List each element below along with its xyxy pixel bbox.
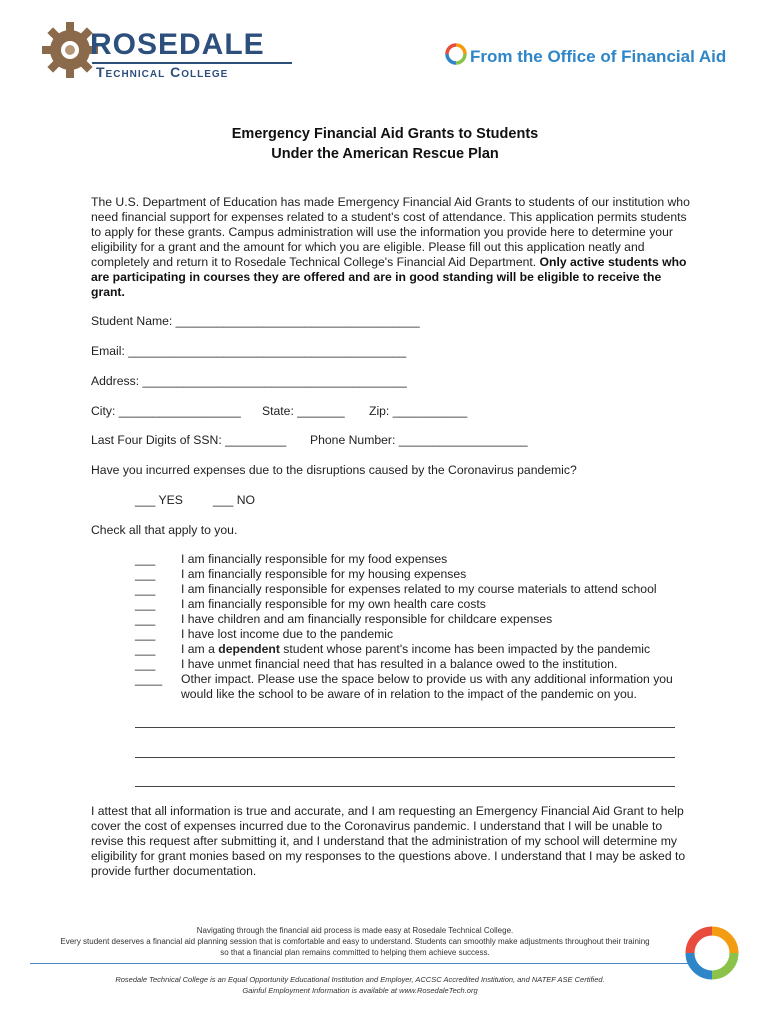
zip-field[interactable]: Zip: ___________ <box>369 404 468 418</box>
college-name: ROSEDALE <box>90 28 265 61</box>
swirl-logo-icon <box>443 41 469 67</box>
yes-option[interactable]: ___ YES <box>135 493 183 507</box>
intro-text: The U.S. Department of Education has made Emergency Financial Aid Grants to students of our institution who need financial support for expenses related to a student's cost of attendance. This application permits students to apply for these grants. Campus administration will use the information you provide here to determine your eligibility for a grant and the amount for which you are eligible. Please fill out this application neatly and completely and return it to Rosedale Technical College's Financial Aid Department. <box>91 195 690 269</box>
checklist-label: I am financially responsible for my housing expenses <box>181 567 467 581</box>
checklist-label: I am financially responsible for expenses related to my course materials to attend school <box>181 582 657 596</box>
list-item[interactable] <box>135 552 695 567</box>
no-option[interactable]: ___ NO <box>213 493 256 507</box>
checklist-heading: Check all that apply to you. <box>91 523 238 537</box>
writein-line-1[interactable] <box>135 727 675 728</box>
list-item[interactable] <box>135 657 695 672</box>
attestation-paragraph: I attest that all information is true and accurate, and I am requesting an Emergency Financial Aid Grant to help cover the cost of expenses incurred due to the Coronavirus pandemic. I understand that I will be unable to revise this request after submitting it, and I understand that the administration of my school will determine my eligibility for grant monies based on my responses to the questions above. I understand that I may be asked to provide further documentation. <box>91 804 686 878</box>
office-heading: From the Office of Financial Aid <box>470 47 727 66</box>
checkbox-blank[interactable]: ___ <box>135 597 156 611</box>
footer-eoe-line-1: Rosedale Technical College is an Equal Opportunity Educational Institution and Employer, ACCSC Accredited Institution, and NATEF ASE Certified. <box>115 975 605 984</box>
footer-eoe-line-2: Gainful Employment Information is available at www.RosedaleTech.org <box>242 986 478 995</box>
checklist-label: Other impact. Please use the space below to provide us with any additional information you would like the school to be aware of in relation to the impact of the pandemic on you. <box>181 672 673 701</box>
document-title <box>0 124 770 164</box>
checklist-label: I have lost income due to the pandemic <box>181 627 394 641</box>
checkbox-blank[interactable]: ___ <box>135 627 156 641</box>
checkbox-blank[interactable]: ___ <box>135 657 156 671</box>
address-field[interactable]: Address: _______________________________________ <box>91 374 407 388</box>
checklist-label-bold: dependent <box>218 642 280 656</box>
pandemic-question: Have you incurred expenses due to the disruptions caused by the Coronavirus pandemic? <box>91 463 577 477</box>
checkbox-blank[interactable]: ___ <box>135 642 156 656</box>
title-line-2: Under the American Rescue Plan <box>271 146 499 162</box>
footer-divider <box>30 963 690 964</box>
swirl-logo-icon <box>680 918 744 988</box>
checklist-label <box>181 642 695 657</box>
footer-navigation-note <box>60 925 650 958</box>
list-item[interactable] <box>135 612 695 627</box>
checkbox-blank[interactable]: ___ <box>135 552 156 566</box>
writein-line-3[interactable] <box>135 786 675 787</box>
checkbox-blank[interactable]: ___ <box>135 582 156 596</box>
checklist-label: I have unmet financial need that has resulted in a balance owed to the institution. <box>181 657 618 671</box>
footer-line-1: Navigating through the financial aid process is made easy at Rosedale Technical College. <box>196 926 514 935</box>
checkbox-blank[interactable]: ____ <box>135 672 163 686</box>
checklist-label-pre: I am a <box>181 642 219 656</box>
impact-checklist <box>135 552 695 702</box>
checkbox-blank[interactable]: ___ <box>135 567 156 581</box>
footer-eoe-note <box>40 974 680 996</box>
city-field[interactable]: City: __________________ <box>91 404 241 418</box>
footer-line-2: Every student deserves a financial aid planning session that is comfortable and easy to understand. Students can smoothly make adjustments throughout their training so that a financial plan remains committed to helping them achieve success. <box>60 937 650 957</box>
college-subtitle: Technical College <box>96 64 229 80</box>
student-name-field[interactable]: Student Name: ____________________________________ <box>91 314 420 328</box>
list-item[interactable] <box>135 627 695 642</box>
checkbox-blank[interactable]: ___ <box>135 612 156 626</box>
checklist-label-post: student whose parent's income has been impacted by the pandemic <box>279 642 651 656</box>
state-field[interactable]: State: _______ <box>262 404 345 418</box>
intro-paragraph <box>91 195 691 300</box>
ssn-field[interactable]: Last Four Digits of SSN: _________ <box>91 433 287 447</box>
title-line-1: Emergency Financial Aid Grants to Students <box>231 126 539 142</box>
intro-bold-text: Only active students who are participating in courses they are offered and are in good standing will be eligible to receive the grant. <box>91 255 687 299</box>
list-item[interactable] <box>135 672 695 702</box>
phone-field[interactable]: Phone Number: ___________________ <box>310 433 528 447</box>
list-item[interactable] <box>135 567 695 582</box>
checklist-label: I have children and am financially responsible for childcare expenses <box>181 612 553 626</box>
list-item[interactable] <box>135 582 695 597</box>
email-field[interactable]: Email: _________________________________________ <box>91 344 407 358</box>
list-item[interactable] <box>135 642 695 657</box>
checklist-label: I am financially responsible for my food expenses <box>181 552 448 566</box>
checklist-label: I am financially responsible for my own health care costs <box>181 597 486 611</box>
writein-line-2[interactable] <box>135 757 675 758</box>
list-item[interactable] <box>135 597 695 612</box>
